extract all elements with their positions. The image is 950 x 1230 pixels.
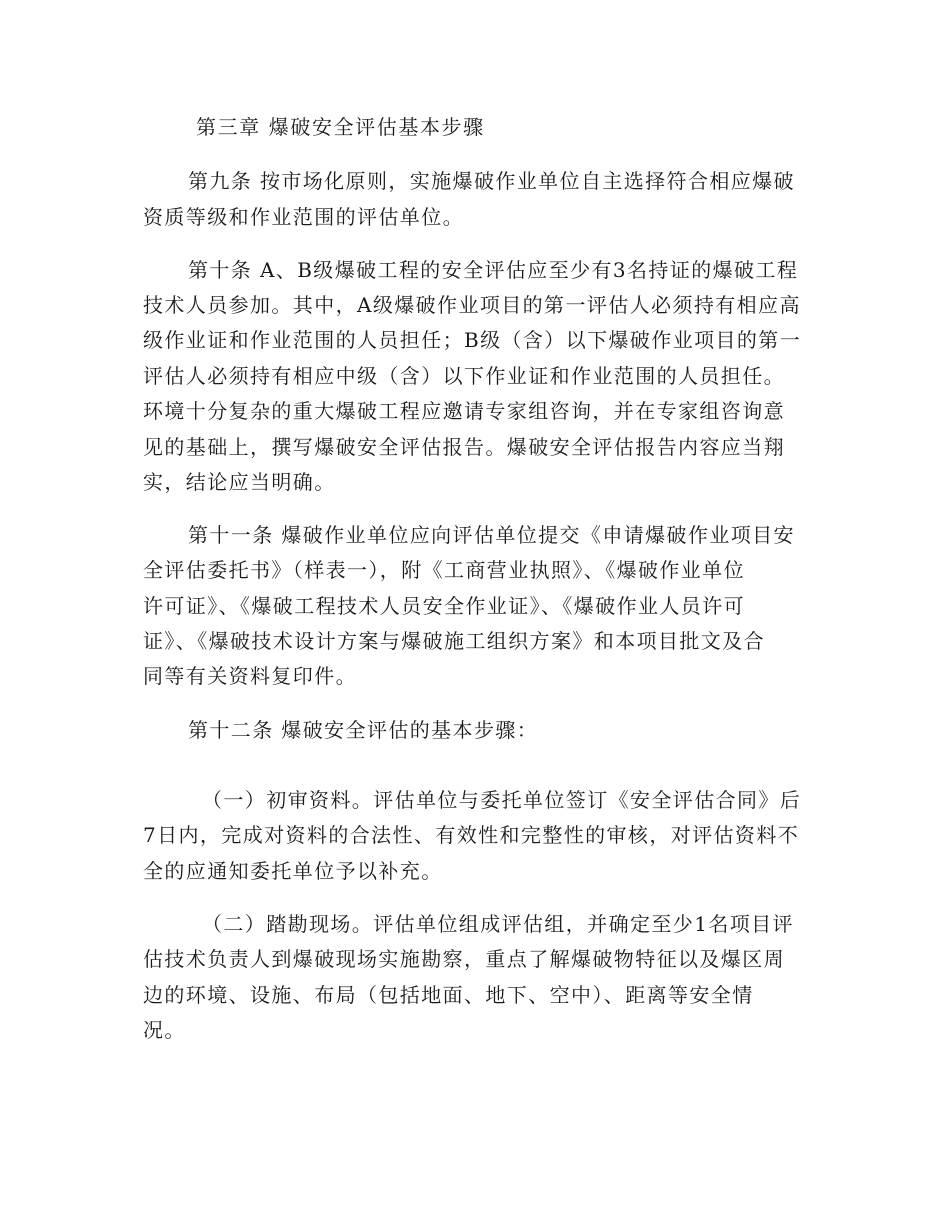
article-12-line: 第十二条 爆破安全评估的基本步骤： bbox=[188, 718, 539, 742]
article-10-line: 见的基础上，撰写爆破安全评估报告。爆破安全评估报告内容应当翔 bbox=[143, 435, 785, 459]
item-2-line: 况。 bbox=[143, 1018, 186, 1042]
article-11-line: 全评估委托书》（样表一），附《工商营业执照》、《爆破作业单位 bbox=[143, 558, 745, 582]
article-10-line: 第十条 A、B级爆破工程的安全评估应至少有3名持证的爆破工程 bbox=[188, 258, 799, 282]
item-2-line: （二）踏勘现场。评估单位组成评估组，并确定至少1名项目评 bbox=[202, 912, 794, 936]
article-9-line: 资质等级和作业范围的评估单位。 bbox=[143, 205, 464, 229]
article-10-line: 评估人必须持有相应中级（含）以下作业证和作业范围的人员担任。 bbox=[143, 364, 785, 388]
item-2-line: 估技术负责人到爆破现场实施勘察，重点了解爆破物特征以及爆区周 bbox=[143, 947, 785, 971]
article-11-line: 同等有关资料复印件。 bbox=[143, 664, 357, 688]
item-1-line: （一）初审资料。评估单位与委托单位签订《安全评估合同》后 bbox=[202, 788, 802, 812]
article-11-line: 许可证》、《爆破工程技术人员安全作业证》、《爆破作业人员许可 bbox=[143, 594, 745, 618]
article-11-line: 第十一条 爆破作业单位应向评估单位提交《申请爆破作业项目安 bbox=[188, 523, 795, 547]
article-10-line: 实，结论应当明确。 bbox=[143, 470, 336, 494]
article-11-line: 证》、《爆破技术设计方案与爆破施工组织方案》和本项目批文及合 bbox=[143, 629, 765, 653]
item-1-line: 全的应通知委托单位予以补充。 bbox=[143, 859, 443, 883]
article-10-line: 环境十分复杂的重大爆破工程应邀请专家组咨询，并在专家组咨询意 bbox=[143, 399, 785, 423]
article-9-line: 第九条 按市场化原则，实施爆破作业单位自主选择符合相应爆破 bbox=[188, 169, 795, 193]
article-10-line: 级作业证和作业范围的人员担任；B级（含）以下爆破作业项目的第一 bbox=[143, 328, 802, 352]
article-10-line: 技术人员参加。其中，A级爆破作业项目的第一评估人必须持有相应高 bbox=[143, 293, 801, 317]
item-2-line: 边的环境、设施、布局（包括地面、地下、空中）、距离等安全情 bbox=[143, 983, 754, 1007]
chapter-heading: 第三章 爆破安全评估基本步骤 bbox=[196, 115, 485, 139]
item-1-line: 7日内，完成对资料的合法性、有效性和完整性的审核，对评估资料不 bbox=[143, 823, 800, 847]
